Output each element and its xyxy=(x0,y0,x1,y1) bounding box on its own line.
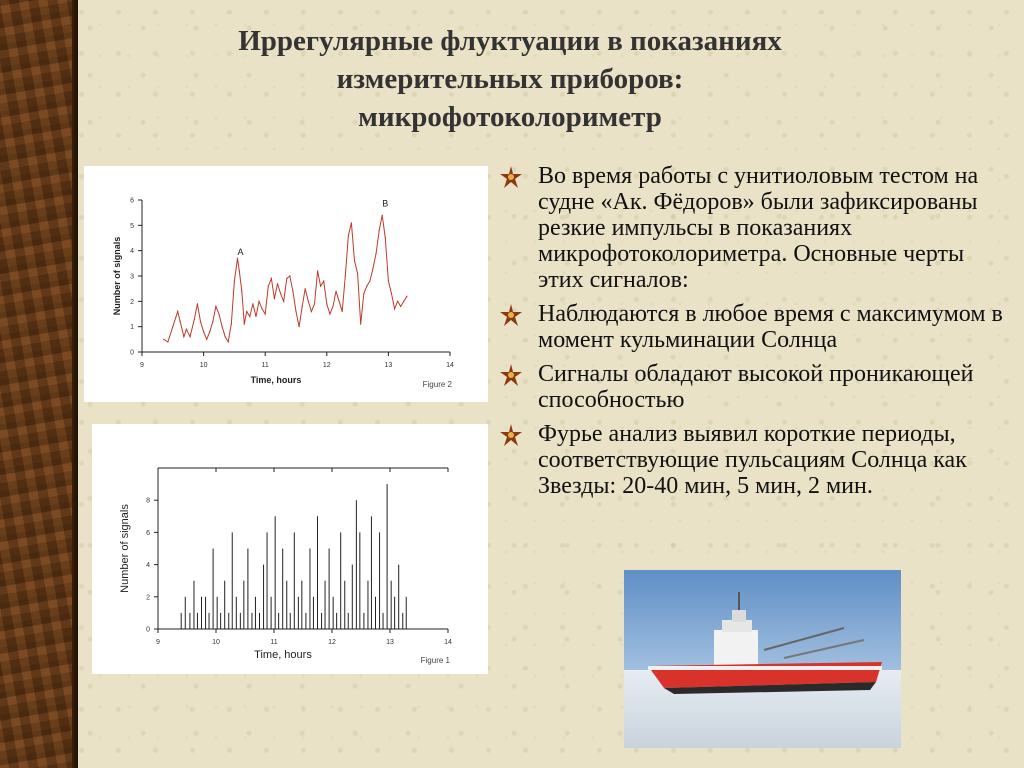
bullet-text: Наблюдаются в любое время с максимумом в момент кульминации Солнца xyxy=(538,301,1003,353)
y-tick-label: 4 xyxy=(146,562,150,570)
x-tick-label: 14 xyxy=(446,362,454,369)
figure-1-svg xyxy=(92,424,488,674)
bullet-text: Сигналы обладают высокой проникающей способностью xyxy=(538,361,974,413)
y-tick-label: 2 xyxy=(146,594,150,602)
y-axis-label: Number of signals xyxy=(119,504,131,593)
x-tick-label: 11 xyxy=(261,362,269,369)
y-tick-label: 2 xyxy=(130,298,134,306)
bullet-list xyxy=(500,163,1012,507)
bullet-item xyxy=(500,361,1012,413)
y-axis-label: Number of signals xyxy=(112,236,122,316)
x-tick-label: 14 xyxy=(444,639,452,646)
annotation-A: A xyxy=(237,246,244,257)
x-tick-label: 13 xyxy=(386,639,394,646)
figure-2-svg xyxy=(84,166,488,402)
slide-title xyxy=(150,22,870,136)
figure-caption: Figure 2 xyxy=(422,380,452,389)
ship-photo-svg xyxy=(624,570,901,748)
bullet-text: Во время работы с унитиоловым тестом на судне «Ак. Фёдоров» были зафиксированы резкие импульсы в показаниях микрофотоколориметра. Основные черты этих сигналов: xyxy=(538,163,979,293)
y-tick-label: 6 xyxy=(146,529,150,537)
title-line-1: Иррегулярные флуктуации в показаниях xyxy=(238,25,782,57)
figure-2-line-chart xyxy=(84,166,488,402)
y-tick-label: 6 xyxy=(130,197,134,205)
bullet-text: Фурье анализ выявил короткие периоды, соответствующие пульсациям Солнца как Звезды: 20-40 мин, 5 мин, 2 мин. xyxy=(538,421,967,499)
icebreaker-ship-photo xyxy=(624,570,901,748)
y-tick-label: 4 xyxy=(130,248,134,256)
y-tick-label: 1 xyxy=(130,324,134,332)
star-bullet-icon xyxy=(500,166,522,188)
title-line-2: измерительных приборов: xyxy=(336,63,684,95)
star-bullet-icon xyxy=(500,364,522,386)
figure-caption: Figure 1 xyxy=(420,656,450,665)
x-tick-label: 10 xyxy=(199,362,208,369)
figure-1-bar-chart xyxy=(92,424,488,674)
star-bullet-icon xyxy=(500,304,522,326)
x-tick-label: 11 xyxy=(270,639,278,646)
star-bullet-icon xyxy=(500,424,522,446)
y-tick-label: 0 xyxy=(130,349,134,357)
y-tick-label: 0 xyxy=(146,626,150,634)
title-line-3: микрофотоколориметр xyxy=(358,101,662,133)
x-tick-label: 12 xyxy=(328,639,336,646)
x-tick-label: 9 xyxy=(140,362,144,369)
x-tick-label: 13 xyxy=(384,362,393,369)
annotation-B: B xyxy=(382,198,389,209)
series-line xyxy=(164,215,407,342)
y-tick-label: 3 xyxy=(130,273,134,281)
y-tick-label: 5 xyxy=(130,222,134,230)
y-tick-label: 8 xyxy=(146,497,150,505)
bullet-item xyxy=(500,421,1012,499)
x-tick-label: 12 xyxy=(322,362,331,369)
bullet-item xyxy=(500,163,1012,293)
x-axis-label: Time, hours xyxy=(250,375,302,385)
bullet-item xyxy=(500,301,1012,353)
decorative-wood-sidebar xyxy=(0,0,78,768)
x-tick-label: 9 xyxy=(156,639,160,646)
x-axis-label: Time, hours xyxy=(254,649,312,661)
x-tick-label: 10 xyxy=(212,639,220,646)
